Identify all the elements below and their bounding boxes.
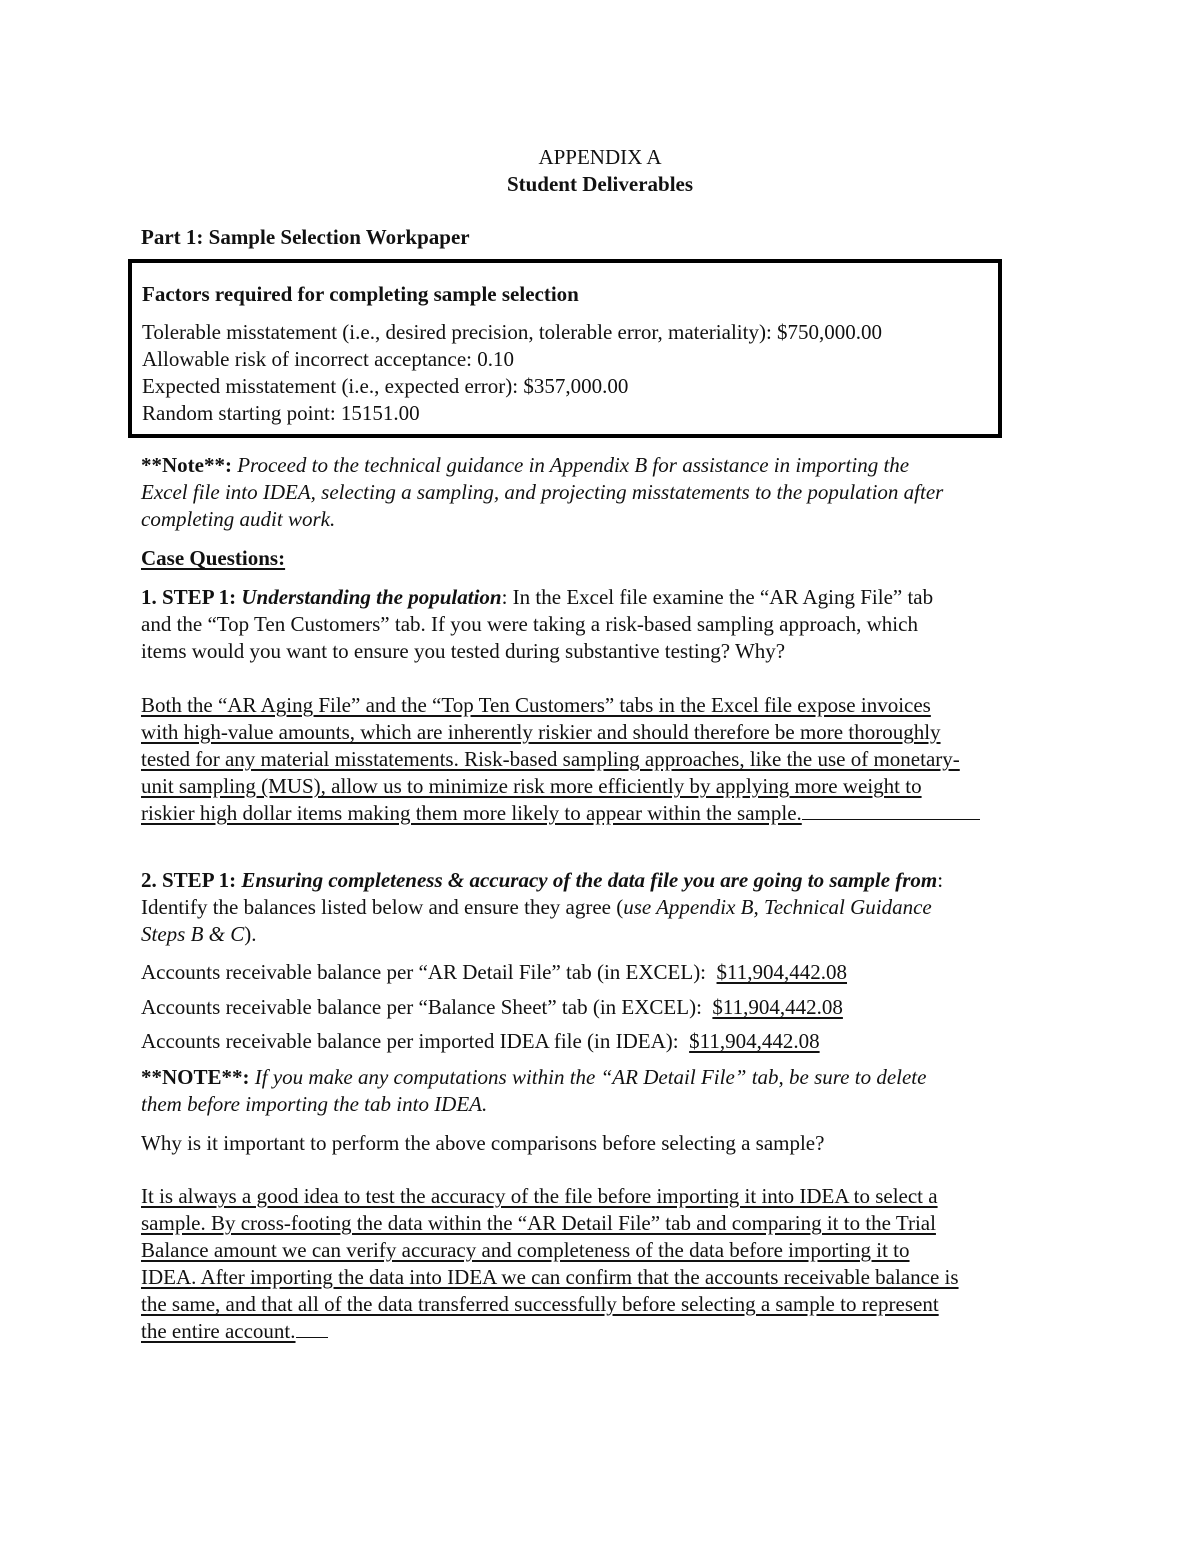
balance-balance-sheet	[141, 994, 843, 1021]
part1-heading: Part 1: Sample Selection Workpaper	[141, 225, 470, 249]
note1-label: **Note**:	[141, 453, 232, 477]
q2-note-label: **NOTE**:	[141, 1065, 250, 1089]
balance-idea-label: Accounts receivable balance per imported IDEA file (in IDEA):	[141, 1029, 679, 1053]
q2-answer-line-4: IDEA. After importing the data into IDEA we can confirm that the accounts receivable balance is	[141, 1265, 959, 1289]
balance-ar-detail-label: Accounts receivable balance per “AR Detail File” tab (in EXCEL):	[141, 960, 707, 984]
q2-title: Ensuring completeness & accuracy of the data file you are going to sample from	[241, 868, 938, 892]
balance-balance-sheet-value: $11,904,442.08	[712, 995, 843, 1019]
q1-answer-trailing-rule	[802, 800, 980, 820]
q2-answer-line-6: the entire account.	[141, 1319, 296, 1343]
q2-answer-line-2: sample. By cross-footing the data within the “AR Detail File” tab and comparing it to the Trial	[141, 1211, 936, 1235]
note1-text-line1: Proceed to the technical guidance in Appendix B for assistance in importing the	[237, 453, 910, 477]
q1-answer-line-3: tested for any material misstatements. Risk-based sampling approaches, like the use of monetary-	[141, 747, 960, 771]
q2-note-line1	[141, 1064, 926, 1091]
q2-line2-italic: use Appendix B, Technical Guidance	[623, 895, 932, 919]
factors-box-title: Factors required for completing sample selection	[142, 282, 579, 306]
note1-line3: completing audit work.	[141, 507, 336, 531]
q2-line3-italic: Steps B & C	[141, 922, 245, 946]
q1-label: 1. STEP 1:	[141, 585, 237, 609]
q2-line2	[141, 894, 932, 921]
q2-title-colon: :	[937, 868, 944, 892]
factor-allowable-risk: Allowable risk of incorrect acceptance: 0.10	[142, 347, 515, 371]
q1-answer	[141, 692, 1061, 827]
q1-answer-line-2: with high-value amounts, which are inherently riskier and should therefore be more thoroughly	[141, 720, 941, 744]
balance-ar-detail-value: $11,904,442.08	[716, 960, 848, 984]
q2-line3-end: ).	[244, 922, 257, 946]
factors-box	[128, 259, 1002, 438]
q2-answer-line-1: It is always a good idea to test the accuracy of the file before importing it into IDEA to select a	[141, 1184, 938, 1208]
q1-answer-line-5: riskier high dollar items making them more likely to appear within the sample.	[141, 801, 802, 825]
q2-note-line2: them before importing the tab into IDEA.	[141, 1092, 488, 1116]
q1-line1	[141, 584, 933, 611]
q1-answer-line-4: unit sampling (MUS), allow us to minimize risk more efficiently by applying more weight to	[141, 774, 922, 798]
q2-label: 2. STEP 1:	[141, 868, 237, 892]
q1-answer-line-1: Both the “AR Aging File” and the “Top Ten Customers” tabs in the Excel file expose invoices	[141, 693, 931, 717]
balance-idea-value: $11,904,442.08	[689, 1029, 820, 1053]
note1-line1	[141, 452, 909, 479]
balance-balance-sheet-label: Accounts receivable balance per “Balance Sheet” tab (in EXCEL):	[141, 995, 702, 1019]
factor-expected-misstatement: Expected misstatement (i.e., expected error): $357,000.00	[142, 374, 629, 398]
balance-ar-detail	[141, 959, 847, 986]
q2-line1	[141, 867, 943, 894]
q2-line3	[141, 921, 257, 948]
note1-line2: Excel file into IDEA, selecting a sampling, and projecting misstatements to the population after	[141, 480, 944, 504]
q1-line1-rest: : In the Excel file examine the “AR Aging File” tab	[501, 585, 934, 609]
balance-idea	[141, 1028, 820, 1055]
q2-note-text-line1: If you make any computations within the “AR Detail File” tab, be sure to delete	[254, 1065, 927, 1089]
appendix-subtitle: Student Deliverables	[506, 172, 694, 196]
q1-answer-line-5-wrap	[141, 800, 1061, 827]
appendix-title: APPENDIX A	[538, 145, 662, 169]
q1-title: Understanding the population	[241, 585, 502, 609]
q1-line3: items would you want to ensure you tested during substantive testing? Why?	[141, 639, 786, 663]
q2-answer-line-3: Balance amount we can verify accuracy and completeness of the data before importing it to	[141, 1238, 910, 1262]
factor-tolerable-misstatement: Tolerable misstatement (i.e., desired precision, tolerable error, materiality): $750,000.00	[142, 320, 883, 344]
q2-line2-start: Identify the balances listed below and ensure they agree (	[141, 895, 624, 919]
q2-answer-line-5: the same, and that all of the data transferred successfully before selecting a sample to represent	[141, 1292, 939, 1316]
q2-answer-line-6-wrap	[141, 1318, 1061, 1345]
q1-line2: and the “Top Ten Customers” tab. If you were taking a risk-based sampling approach, which	[141, 612, 918, 636]
factor-random-start: Random starting point: 15151.00	[142, 401, 420, 425]
case-questions-heading: Case Questions:	[141, 546, 286, 570]
q2-answer	[141, 1183, 1061, 1345]
q2-question: Why is it important to perform the above comparisons before selecting a sample?	[141, 1131, 825, 1155]
q2-answer-trailing-rule	[296, 1318, 328, 1338]
